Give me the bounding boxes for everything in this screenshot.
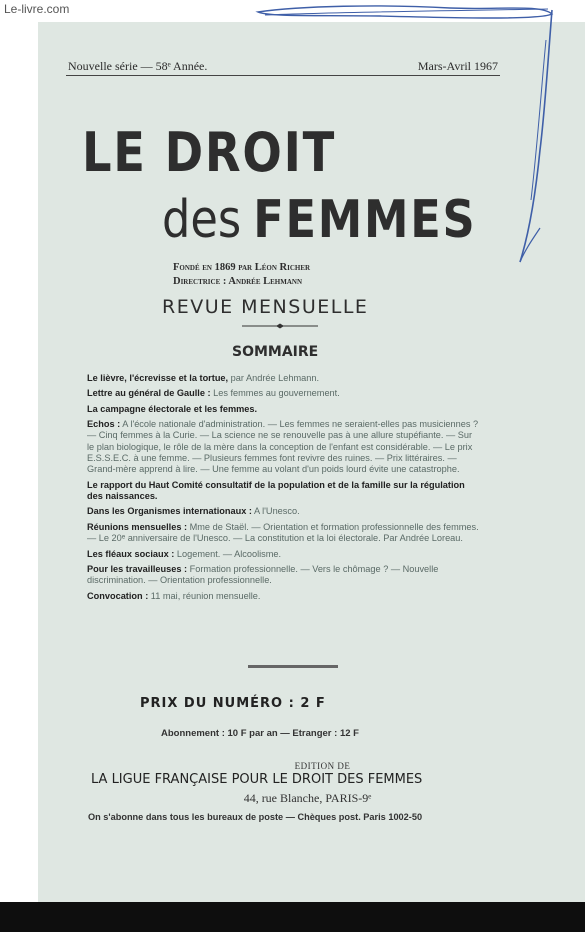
toc-entry-content: A l'Unesco. — [251, 506, 300, 517]
toc-entry-title: Le lièvre, l'écrevisse et la tortue, — [87, 373, 229, 383]
summary-heading: SOMMAIRE — [232, 344, 319, 360]
toc-entry-title: Le rapport du Haut Comité consultatif de la population et de la famille sur la régulation des naissances. — [87, 479, 465, 502]
toc-entry — [87, 388, 479, 399]
section-separator — [248, 664, 338, 670]
edition-label — [0, 761, 585, 771]
subtitle: REVUE MENSUELLE — [162, 296, 369, 318]
toc-entry-content: Formation professionnelle. — Vers le chômage ? — Nouvelle discrimination. — Orientation professionnelle. — [87, 563, 439, 586]
toc-entry-content: Les femmes au gouvernement. — [210, 388, 340, 399]
toc-entry — [87, 419, 479, 475]
table-of-contents — [87, 373, 479, 606]
issue-info-line — [68, 59, 498, 74]
title-femmes: FEMMES — [253, 190, 477, 250]
league-name: LA LIGUE FRANÇAISE POUR LE DROIT DES FEMMES — [91, 772, 423, 787]
toc-entry-title: Dans les Organismes internationaux : — [87, 506, 252, 517]
director-line: Directrice : Andrée Lehmann — [173, 276, 303, 287]
toc-entry — [87, 591, 479, 602]
toc-entry-content: 11 mai, réunion mensuelle. — [148, 590, 261, 601]
founded-line: Fondé en 1869 par Léon Richer — [173, 262, 311, 273]
toc-entry-title: Lettre au général de Gaulle : — [87, 388, 211, 399]
title-des: des — [162, 190, 242, 250]
toc-entry-content: Mme de Staël. — Orientation et formation professionnelle des femmes. — Le 20ᵉ anniversaire de l'Unesco. — La constitution et la loi électorale. Par Andrée Loreau. — [87, 521, 479, 544]
ornament-divider — [240, 322, 320, 330]
toc-entry-title: Pour les travailleuses : — [87, 563, 188, 574]
subscription-line: Abonnement : 10 F par an — Etranger : 12 F — [161, 728, 359, 739]
toc-entry — [87, 522, 479, 545]
toc-entry — [87, 506, 479, 517]
price-line: PRIX DU NUMÉRO : 2 F — [140, 696, 326, 711]
toc-entry-content: A l'école nationale d'administration. — Les femmes ne seraient-elles pas musiciennes ? — Cinq femmes à la Curie. — La science ne se renouvelle pas à une allure stupéfiante. — Sur le plan biologique, le rôle de la mère dans la conception de l'enfant est considérable. — Le prix E.S.S.E.C. à une femme. — Plusieurs femmes font revivre des ruines. — Prix littéraires. — Grand-mère apprend à lire. — Une femme au volant d'un poids lourd évite une catastrophe. — [87, 419, 479, 475]
league-address-text: 44, rue Blanche, PARIS-9ᵉ — [243, 791, 372, 805]
series-label: Nouvelle série — 58ᵉ Année. — [68, 59, 208, 73]
title-line-1: LE DROIT — [82, 121, 336, 184]
footer-line: On s'abonne dans tous les bureaux de poste — Chèques post. Paris 1002-50 — [88, 812, 423, 822]
toc-entry — [87, 373, 479, 384]
title-line-2 — [162, 190, 477, 250]
toc-entry — [87, 549, 479, 560]
toc-entry-title: La campagne électorale et les femmes. — [87, 403, 258, 414]
toc-entry — [87, 404, 479, 415]
toc-entry-title: Les fléaux sociaux : — [87, 548, 175, 559]
toc-entry-title: Réunions mensuelles : — [87, 521, 188, 532]
toc-entry — [87, 564, 479, 587]
bottom-background-bar — [0, 902, 585, 932]
header-rule — [66, 75, 500, 76]
toc-entry-content: par Andrée Lehmann. — [228, 373, 320, 383]
toc-entry-title: Convocation : — [87, 590, 149, 601]
toc-entry-title: Echos : — [87, 419, 121, 430]
issue-date: Mars-Avril 1967 — [417, 59, 498, 73]
toc-entry — [87, 480, 479, 503]
league-address — [0, 791, 585, 806]
edition-label-text: EDITION DE — [294, 761, 351, 771]
watermark-text: Le-livre.com — [4, 2, 70, 16]
toc-entry-content: Logement. — Alcoolisme. — [174, 548, 282, 559]
